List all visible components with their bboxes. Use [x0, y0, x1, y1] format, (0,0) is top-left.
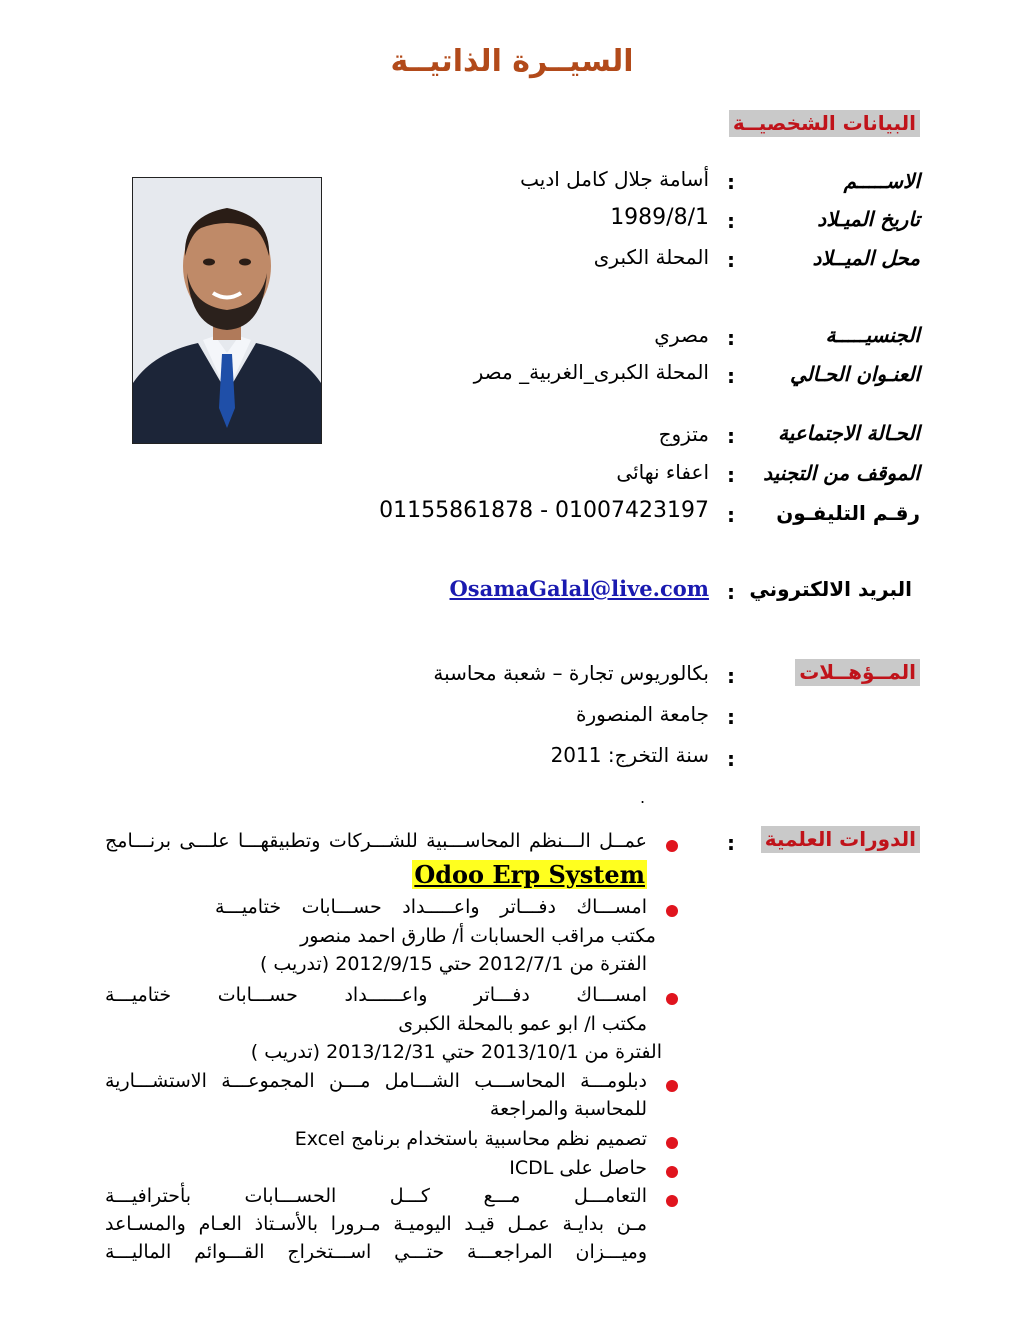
colon: :	[727, 463, 735, 487]
colon: :	[727, 503, 735, 527]
qualification-graduation-year: سنة التخرج: 2011	[550, 743, 709, 767]
value-name: أسامة جلال كامل اديب	[520, 167, 709, 191]
course-4-line-1: دبلومـــة المحاســـب الشـــامل مـــن المجموعـــة الاستشـــارية	[105, 1070, 647, 1092]
colon: :	[727, 424, 735, 448]
label-nationality: الجنسيـــــة	[825, 323, 920, 347]
course-7-line-2: مـن بدايـة عمـل قيـد اليوميـة مـرورا بالأسـتاذ العـام والمسـاعد	[105, 1213, 647, 1235]
course-3-line-3: الفترة من 2013/10/1 حتي 2013/12/31 (تدريب )	[250, 1041, 662, 1063]
course-4-line-2: للمحاسبة والمراجعة	[489, 1098, 647, 1120]
value-military-status: اعفاء نهائى	[616, 460, 709, 484]
label-military-status: الموقف من التجنيد	[763, 461, 920, 485]
colon: :	[727, 364, 735, 388]
bullet-icon	[666, 1195, 678, 1207]
qualification-degree: بكالوريوس تجارة – شعبة محاسبة	[433, 661, 709, 685]
colon: :	[727, 248, 735, 272]
qualification-university: جامعة المنصورة	[576, 702, 709, 726]
section-personal-heading: البيانات الشخصيــة	[729, 110, 920, 137]
label-birth-place: محل الميــلاد	[812, 246, 920, 270]
email-link[interactable]: OsamaGalal@live.com	[449, 576, 709, 601]
colon: :	[727, 170, 735, 194]
section-qualifications-heading: المــؤهــلات	[795, 659, 920, 686]
section-courses-heading: الدورات العلمية	[761, 826, 920, 853]
value-marital-status: متزوج	[658, 422, 709, 446]
colon: :	[727, 209, 735, 233]
bullet-icon	[666, 1137, 678, 1149]
stray-dot: .	[640, 788, 646, 807]
colon: :	[727, 580, 735, 604]
bullet-icon	[666, 840, 678, 852]
cv-title: السيــرة الذاتيــة	[390, 44, 634, 79]
value-phone: 01155861878 - 01007423197	[379, 498, 709, 523]
bullet-icon	[666, 1080, 678, 1092]
value-birth-date: 1989/8/1	[610, 205, 709, 230]
course-1-odoo-highlight: Odoo Erp System	[414, 860, 645, 889]
course-2-line-3: الفترة من 2012/7/1 حتي 2012/9/15 (تدريب )	[259, 953, 647, 975]
colon: :	[727, 747, 735, 771]
bullet-icon	[666, 993, 678, 1005]
course-6-line-1: حاصل على ICDL	[509, 1157, 647, 1179]
label-current-address: العنـوان الحـالي	[789, 362, 920, 386]
value-current-address: المحلة الكبرى_الغربية_ مصر	[473, 360, 709, 384]
label-name: الاســـــم	[843, 169, 920, 193]
colon: :	[727, 705, 735, 729]
course-3-line-1: امســـاك دفـــاتر واعــــــداد حســـابات ختاميـــة	[105, 984, 647, 1006]
bullet-icon	[666, 905, 678, 917]
bullet-icon	[666, 1166, 678, 1178]
label-email: البريد الالكتروني	[749, 577, 912, 601]
course-1-line-1: عمــل الـــنظم المحاســـبية للشـــركات وتطبيقهـــا علـــى برنـــامج	[105, 830, 647, 852]
label-birth-date: تاريخ الميـلاد	[817, 207, 920, 231]
colon: :	[727, 326, 735, 350]
course-3-line-2: مكتب ا/ ابو عمو بالمحلة الكبرى	[398, 1013, 647, 1035]
value-birth-place: المحلة الكبرى	[593, 245, 709, 269]
course-7-line-3: وميـــزان المراجعـــة حتـــي اســـتخراج القـــوائم الماليـــة	[105, 1241, 647, 1263]
colon: :	[727, 831, 735, 855]
course-2-line-1: امســـاك دفـــاتر واعـــــداد حســـابات ختاميـــة	[215, 896, 647, 918]
course-5-line-1: تصميم نظم محاسبية باستخدام برنامج Excel	[294, 1128, 647, 1150]
course-2-line-2: مكتب مراقب الحسابات أ/ طارق احمد منصور	[300, 925, 656, 947]
label-marital-status: الحـالة الاجتماعية	[777, 421, 920, 445]
profile-photo	[132, 177, 322, 444]
value-nationality: مصري	[654, 323, 709, 347]
colon: :	[727, 664, 735, 688]
label-phone: رقـم التليفـون	[776, 501, 920, 525]
course-7-line-1: التعامـــل مـــع كـــل الحســـابات بأحترافيـــة	[105, 1185, 647, 1207]
person-portrait-icon	[133, 178, 321, 443]
